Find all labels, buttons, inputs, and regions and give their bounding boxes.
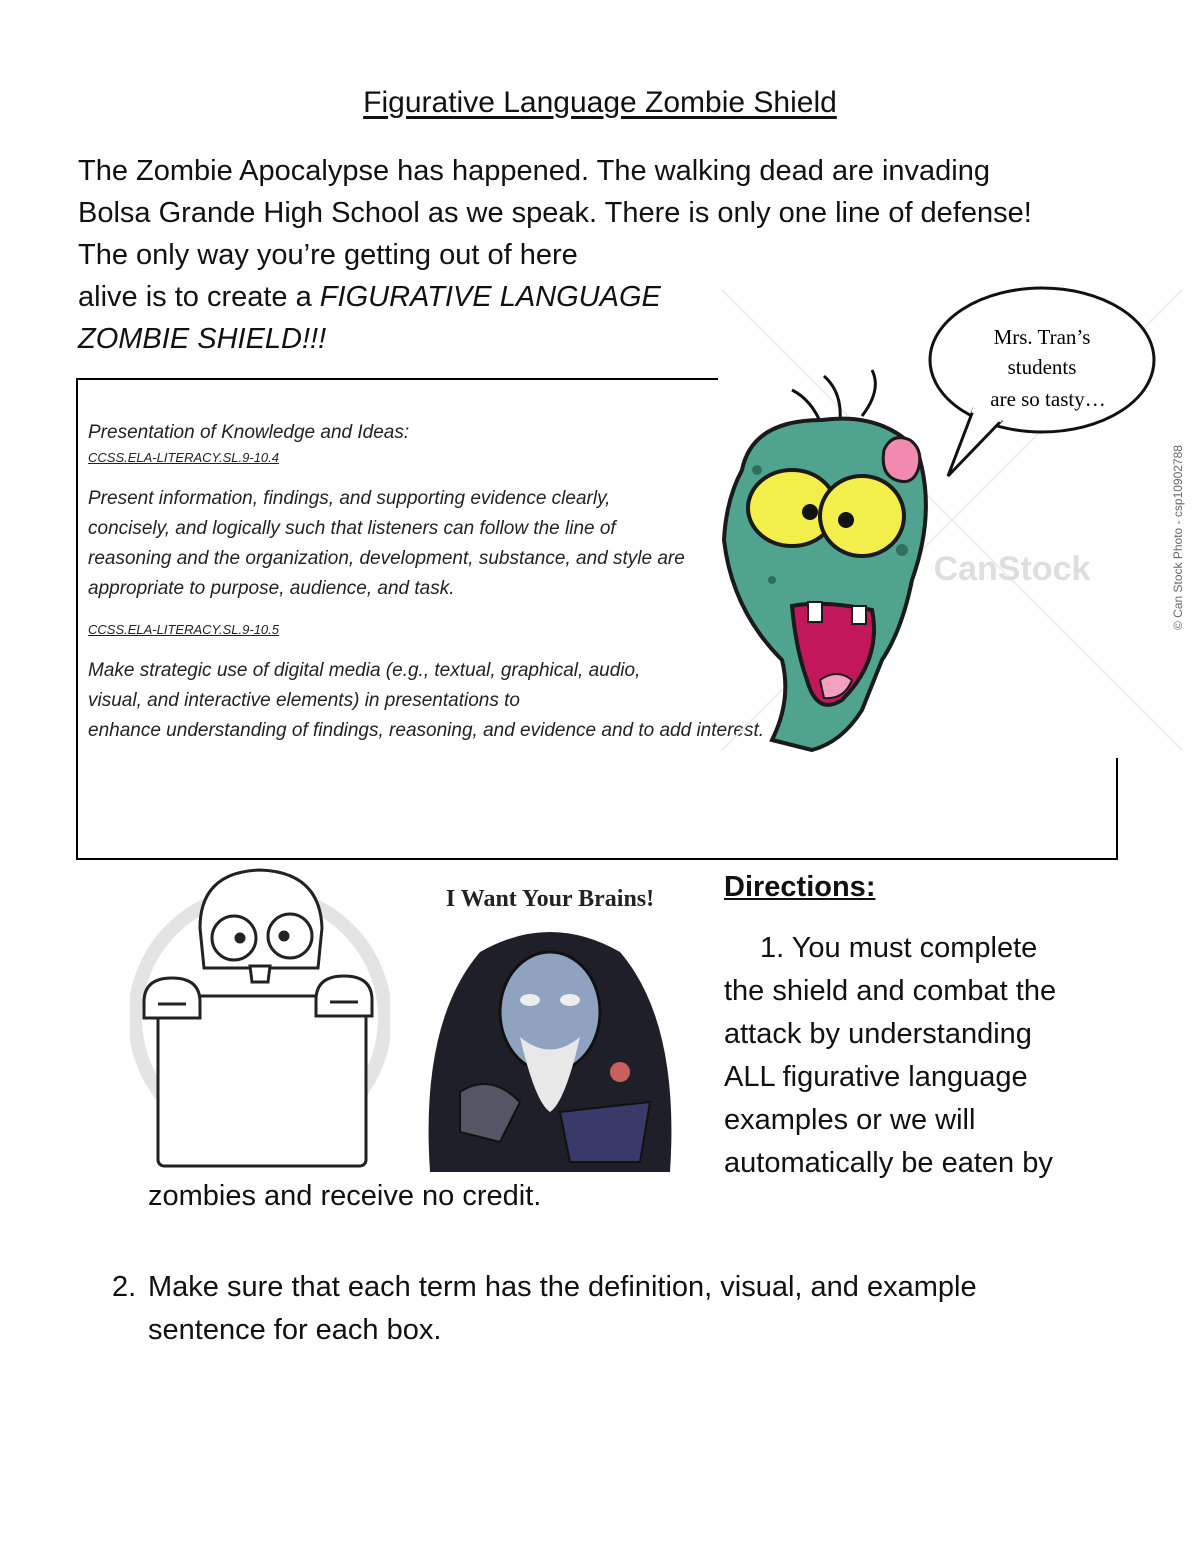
- zombie-tooth: [852, 606, 866, 624]
- zombie-right-eye: [820, 476, 904, 556]
- directions-step-1-line-1: 1. You must complete: [760, 932, 1038, 964]
- sign-zombie-illustration: [130, 858, 390, 1178]
- standards-box-right-border: [1116, 758, 1118, 860]
- zombie-right-pupil: [838, 512, 854, 528]
- directions-step-1-continued: zombies and receive no credit.: [148, 1180, 542, 1212]
- directions-step-1-line-6: automatically be eaten by: [724, 1147, 1053, 1179]
- directions-step-1-line-4: ALL figurative language: [724, 1061, 1028, 1093]
- intro-line-4-emphasis: FIGURATIVE LANGUAGE: [319, 281, 661, 313]
- standards-heading: Presentation of Knowledge and Ideas:: [88, 422, 410, 443]
- watermark-side-text: © Can Stock Photo - csp10902788: [1171, 445, 1185, 630]
- poster-jacket: [560, 1102, 650, 1162]
- zombie-spot: [752, 465, 762, 475]
- directions-step-2-text: [148, 1266, 1108, 1352]
- intro-line-5-emphasis: ZOMBIE SHIELD!!!: [78, 323, 327, 355]
- speech-bubble-line-3: are so tasty…: [990, 387, 1106, 411]
- standards-box-left-border: [76, 378, 78, 860]
- poster-left-eye: [520, 994, 540, 1006]
- standards-box-top-border: [76, 378, 718, 380]
- intro-line-1: The Zombie Apocalypse has happened. The walking dead are invading: [78, 155, 990, 187]
- speech-bubble-line-2: students: [1007, 355, 1077, 379]
- watermark-text: CanStock: [933, 550, 1091, 588]
- standard-code-1: CCSS.ELA-LITERACY.SL.9-10.4: [88, 450, 279, 465]
- directions-heading: Directions:: [724, 871, 876, 903]
- directions-step-2: [112, 1266, 1112, 1356]
- zombie-left-pupil: [802, 504, 818, 520]
- poster-right-eye: [560, 994, 580, 1006]
- directions-step-1-line-3: attack by understanding: [724, 1018, 1032, 1050]
- intro-line-3: The only way you’re getting out of here: [78, 239, 578, 271]
- zombie-spot: [768, 576, 776, 584]
- zombie-head-illustration: [712, 280, 1192, 760]
- zombie-spot: [896, 544, 908, 556]
- poster-caption: I Want Your Brains!: [445, 886, 655, 912]
- brains-poster: [400, 872, 700, 1172]
- standard-code-2: CCSS.ELA-LITERACY.SL.9-10.5: [88, 622, 279, 637]
- standard-text-2a: Make strategic use of digital media (e.g., textual, graphical, audio, visual, and interactive elements) in presentations to: [88, 660, 641, 711]
- poster-brain-icon: [610, 1062, 630, 1082]
- intro-line-2: Bolsa Grande High School as we speak. There is only one line of defense!: [78, 197, 1032, 229]
- page-title: Figurative Language Zombie Shield: [363, 86, 837, 119]
- speech-bubble-line-1: Mrs. Tran’s: [993, 325, 1091, 349]
- zombie-tooth: [808, 602, 822, 622]
- brain-icon: [883, 438, 920, 482]
- standard-text-1: Present information, findings, and supporting evidence clearly, concisely, and logically such that listeners can follow the line of reasoning and the organization, development, substance, and style are appropriate to purpose, audience, and task.: [88, 488, 685, 599]
- directions-step-2-line-1: Make sure that each term has the definition, visual, and example: [148, 1271, 977, 1303]
- directions-step-2-line-2: sentence for each box.: [148, 1314, 442, 1346]
- directions-step-2-number: 2.: [112, 1271, 137, 1303]
- directions-section: [724, 866, 1144, 1185]
- standard-text-2b: enhance understanding of findings, reasoning, and evidence and to add interest.: [88, 720, 765, 741]
- intro-line-4-plain: alive is to create a: [78, 281, 320, 313]
- directions-step-1-line-2: the shield and combat the: [724, 975, 1057, 1007]
- directions-step-1-line-5: examples or we will: [724, 1104, 976, 1136]
- speech-bubble: [930, 288, 1154, 476]
